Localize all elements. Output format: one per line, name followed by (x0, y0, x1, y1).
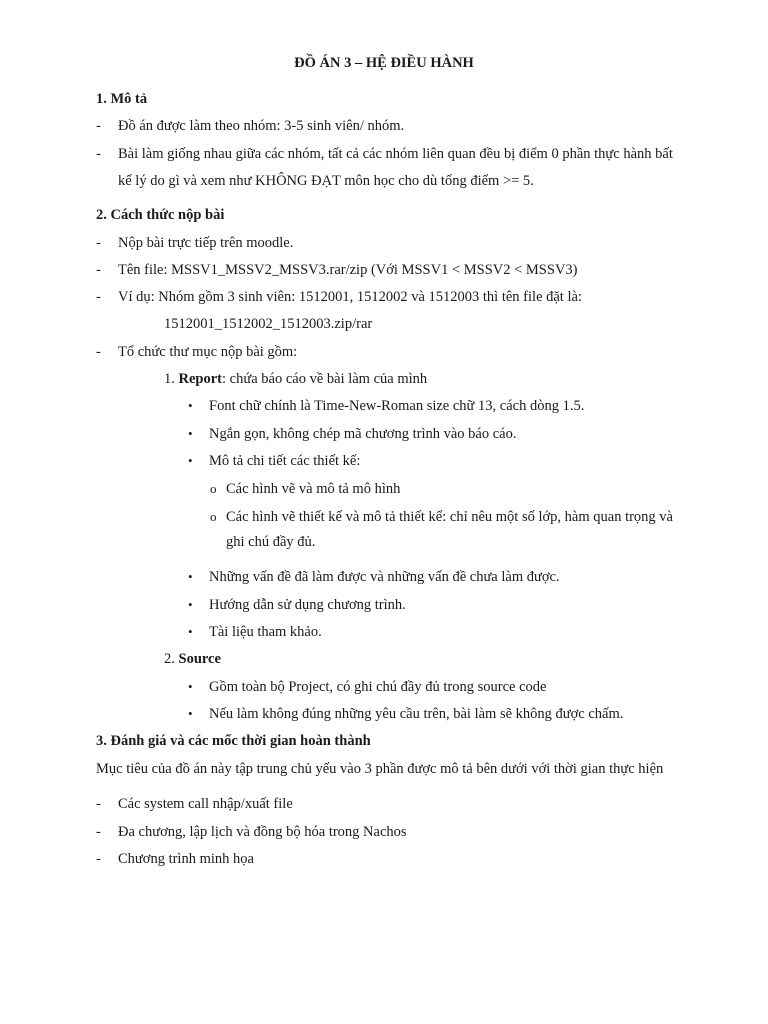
dash-marker: - (96, 289, 101, 305)
circle-marker: o (210, 481, 217, 496)
dash-marker: - (96, 851, 101, 867)
bullet-marker: • (188, 706, 193, 721)
section-1-heading: 1. Mô tả (96, 91, 148, 107)
report-number: 1. (164, 371, 175, 387)
section-2-item-3-line-1: Ví dụ: Nhóm gồm 3 sinh viên: 1512001, 1512002 và 1512003 thì tên file đặt là: (118, 289, 582, 305)
bullet-marker: • (188, 624, 193, 639)
dash-marker: - (96, 824, 101, 840)
report-sub-1: Các hình vẽ và mô tả mô hình (226, 481, 401, 497)
dash-marker: - (96, 796, 101, 812)
document-title: ĐỒ ÁN 3 – HỆ ĐIỀU HÀNH (294, 55, 474, 71)
section-3-heading: 3. Đánh giá và các mốc thời gian hoàn thành (96, 733, 371, 749)
dash-marker: - (96, 262, 101, 278)
bullet-marker: • (188, 679, 193, 694)
report-bullet-3: Mô tả chi tiết các thiết kế: (209, 453, 361, 469)
source-bullet-2: Nếu làm không đúng những yêu cầu trên, bài làm sẽ không được chấm. (209, 706, 624, 722)
section-3-item-1: Các system call nhập/xuất file (118, 796, 293, 812)
section-2-item-4: Tổ chức thư mục nộp bài gồm: (118, 344, 298, 360)
report-label: Report (178, 371, 222, 387)
bullet-marker: • (188, 453, 193, 468)
dash-marker: - (96, 344, 101, 360)
section-2-item-1: Nộp bài trực tiếp trên moodle. (118, 235, 294, 251)
section-3-item-2: Đa chương, lập lịch và đồng bộ hóa trong Nachos (118, 824, 407, 840)
bullet-marker: • (188, 597, 193, 612)
section-1-item-2-line-2: kể lý do gì và xem như KHÔNG ĐẠT môn học cho dù tổng điểm >= 5. (118, 173, 534, 189)
section-3-intro: Mục tiêu của đồ án này tập trung chủ yếu vào 3 phần được mô tả bên dưới với thời gian thực hiện (96, 761, 664, 777)
dash-marker: - (96, 118, 101, 134)
dash-marker: - (96, 146, 101, 162)
bullet-marker: • (188, 398, 193, 413)
bullet-marker: • (188, 569, 193, 584)
bullet-marker: • (188, 426, 193, 441)
report-desc: : chứa báo cáo về bài làm của mình (222, 371, 428, 387)
report-sub-2: Các hình vẽ thiết kế và mô tả thiết kế: chỉ nêu một số lớp, hàm quan trọng và (226, 509, 673, 525)
report-bullet-1: Font chữ chính là Time-New-Roman size chữ 13, cách dòng 1.5. (209, 398, 585, 414)
section-1-item-1: Đồ án được làm theo nhóm: 3-5 sinh viên/ nhóm. (118, 118, 405, 134)
source-bullet-1: Gồm toàn bộ Project, có ghi chú đầy đủ trong source code (209, 679, 547, 695)
source-number: 2. (164, 651, 175, 667)
dash-marker: - (96, 235, 101, 251)
circle-marker: o (210, 509, 217, 524)
report-sub-2-cont: ghi chú đầy đủ. (226, 534, 316, 550)
section-2-item-2: Tên file: MSSV1_MSSV2_MSSV3.rar/zip (Với MSSV1 < MSSV2 < MSSV3) (118, 262, 578, 278)
source-line (164, 650, 221, 668)
report-bullet-2: Ngắn gọn, không chép mã chương trình vào báo cáo. (209, 426, 517, 442)
report-line (164, 370, 427, 388)
section-2-item-3-line-2: 1512001_1512002_1512003.zip/rar (164, 316, 373, 332)
report-bullet-4: Những vấn đề đã làm được và những vấn đề chưa làm được. (209, 569, 560, 585)
source-label: Source (178, 651, 221, 667)
report-bullet-6: Tài liệu tham khảo. (209, 624, 322, 640)
section-1-item-2-line-1: Bài làm giống nhau giữa các nhóm, tất cả các nhóm liên quan đều bị điểm 0 phần thực hành bất (118, 146, 673, 162)
report-bullet-5: Hướng dẫn sử dụng chương trình. (209, 597, 406, 613)
section-2-heading: 2. Cách thức nộp bài (96, 207, 225, 223)
section-3-item-3: Chương trình minh họa (118, 851, 254, 867)
